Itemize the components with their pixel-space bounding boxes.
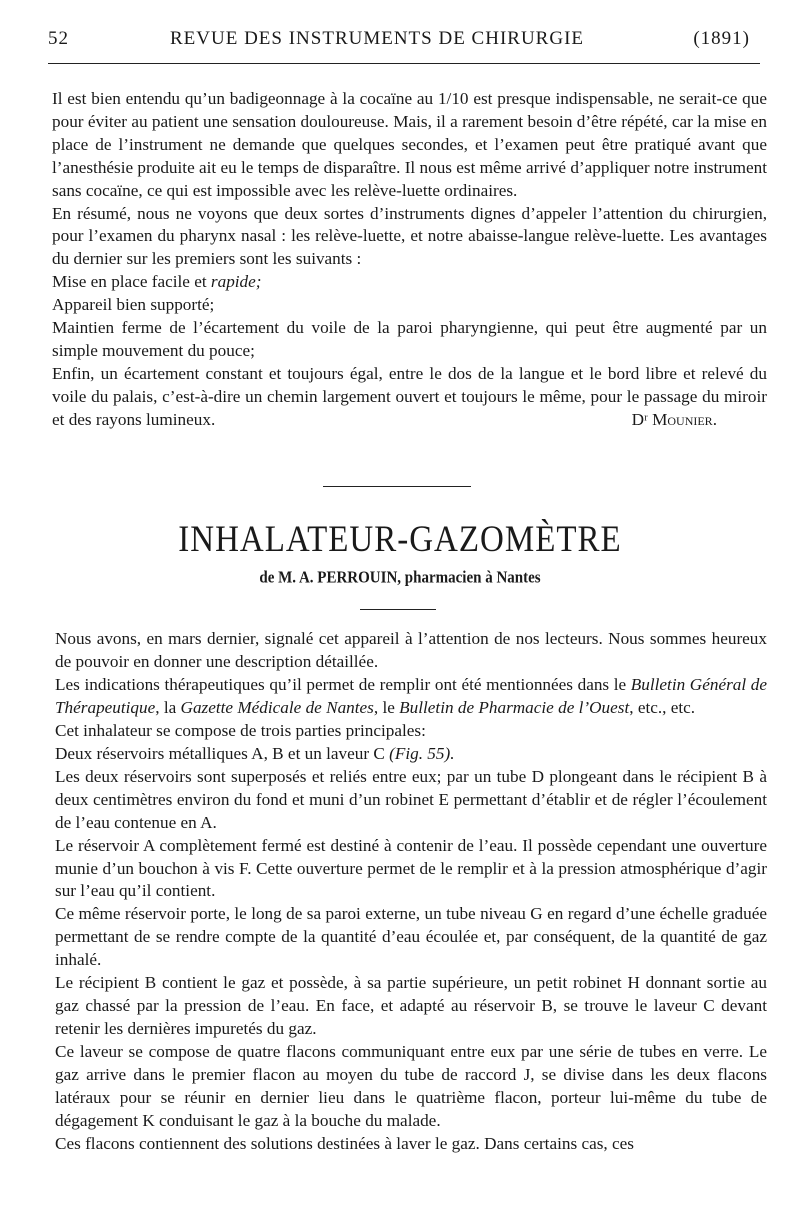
paragraph-text: Les indications thérapeutiques qu’il permet de remplir ont été mentionnées dans le (55, 674, 631, 694)
paragraph-text: , le (373, 697, 400, 717)
paragraph (52, 363, 767, 432)
author-signature (632, 409, 717, 432)
paragraph: Il est bien entendu qu’un badigeonnage à la cocaïne au 1/10 est presque indispensable, ne serait-ce que pour éviter au patient une sensation douloureuse. Mais, il a rarement besoin d’être répété, car la mise en place de l’instrument ne demande que quelques secondes, et l’examen peut être pratiqué avant que l’anesthésie produite ait eu le temps de disparaître. Il nous est même arrivé d’appliquer notre instrument sans cocaïne, ce qui est impossible avec les relève-luette ordinaires. (52, 89, 767, 200)
publication-year: (1891) (693, 28, 750, 49)
journal-reference: Bulletin de Pharmacie de l’Ouest (399, 697, 630, 717)
paragraph: Ces flacons contiennent des solutions destinées à laver le gaz. Dans certains cas, ces (55, 1133, 634, 1153)
list-item-text: Mise en place facile et (52, 272, 211, 292)
list-item (52, 271, 767, 294)
page-number: 52 (48, 28, 69, 49)
journal-title: REVUE DES INSTRUMENTS DE CHIRURGIE (170, 28, 584, 49)
section-separator (323, 486, 471, 487)
paragraph: En résumé, nous ne voyons que deux sortes d’instruments dignes d’appeler l’attention du chirurgien, pour l’examen du pharynx nasal : les relève-luette, et notre abaisse-langue relève-luette. Les avantages du dernier sur les premiers sont les suivants : (52, 203, 767, 269)
header-rule (48, 63, 760, 64)
paragraph: Le réservoir A complètement fermé est destiné à contenir de l’eau. Il possède cependant une ouverture munie d’un bouchon à vis F. Cette ouverture permet de le remplir et à la pression atmosphérique d’agir sur l’eau qu’il contient. (55, 835, 767, 901)
paragraph-text: , la (155, 697, 181, 717)
running-header (48, 28, 750, 58)
paragraph (55, 743, 767, 766)
paragraph: Cet inhalateur se compose de trois parties principales: (55, 720, 426, 740)
paragraph (55, 674, 767, 720)
paragraph: Ce même réservoir porte, le long de sa paroi externe, un tube niveau G en regard d’une échelle graduée permettant de se rendre compte de la quantité d’eau écoulée et, par conséquent, de la quantité de gaz inhalé. (55, 904, 767, 970)
list-item: Maintien ferme de l’écartement du voile de la paroi pharyngienne, qui peut être augmenté par un simple mouvement du pouce; (52, 318, 767, 360)
paragraph: Nous avons, en mars dernier, signalé cet appareil à l’attention de nos lecteurs. Nous sommes heureux de pouvoir en donner une description détaillée. (55, 629, 767, 671)
signature-name: Mounier. (652, 409, 717, 429)
journal-reference: Gazette Médicale de Nantes (180, 697, 374, 717)
paragraph: Le récipient B contient le gaz et possède, à sa partie supérieure, un petit robinet H donnant sortie au gaz chassé par la pression de l’eau. En face, et adapté au réservoir B, se trouve le laveur C devant retenir les dernières impuretés du gaz. (55, 973, 767, 1039)
paragraph: Les deux réservoirs sont superposés et reliés entre eux; par un tube D plongeant dans le récipient B à deux centimètres environ du fond et muni d’un robinet E permettant d’établir et de régler l’écoulement de l’eau contenue en A. (55, 766, 767, 832)
paragraph-text: Deux réservoirs métalliques A, B et un laveur C (55, 743, 390, 763)
article-body (55, 628, 767, 1156)
article-title: INHALATEUR-GAZOMÈTRE (178, 519, 622, 561)
journal-reference: Bulletin Général de Thérapeutique (55, 674, 767, 717)
list-item-emphasis: rapide; (210, 272, 262, 292)
figure-reference: (Fig. 55). (389, 743, 455, 763)
previous-article-text (52, 88, 767, 432)
byline-rule (360, 609, 436, 610)
final-paragraph-text: Enfin, un écartement constant et toujours égal, entre le dos de la langue et le bord libre et relevé du voile du palais, c’est-à-dire un chemin largement ouvert et toujours le même, pour le passage du miroir et des rayons lumineux. (52, 363, 767, 429)
paragraph: Ce laveur se compose de quatre flacons communiquant entre eux par une série de tubes en verre. Le gaz arrive dans le premier flacon au moyen du tube de raccord J, se divise dans les deux flacons latéraux pour se réunir en dernier lieu dans le quatrième flacon, porteur lui-même du tube de dégagement K conduisant le gaz à la bouche du malade. (55, 1042, 767, 1131)
article-byline: de M. A. PERROUIN, pharmacien à Nantes (259, 569, 541, 587)
signature-prefix: Dʳ (631, 409, 648, 429)
list-item: Appareil bien supporté; (52, 295, 215, 315)
paragraph-text: , etc., etc. (629, 697, 696, 717)
